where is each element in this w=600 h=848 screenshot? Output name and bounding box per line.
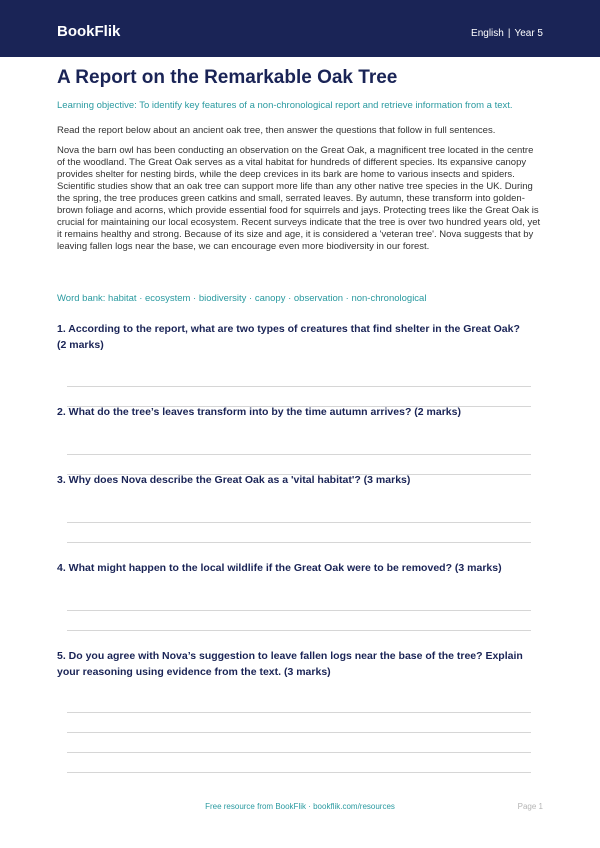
question-4: 4. What might happen to the local wildlife if the Great Oak were to be removed? (3 marks) bbox=[57, 562, 502, 574]
footer-resource-link[interactable]: Free resource from BookFlik · bookflik.com/resources bbox=[205, 802, 395, 811]
page-header bbox=[0, 0, 600, 57]
question-2: 2. What do the tree’s leaves transform into by the time autumn arrives? (2 marks) bbox=[57, 406, 461, 418]
subject-year-label bbox=[471, 27, 543, 40]
answer-line-5d[interactable] bbox=[67, 772, 531, 773]
answer-line-4b[interactable] bbox=[67, 630, 531, 631]
question-5: 5. Do you agree with Nova’s suggestion to leave fallen logs near the base of the tree? Explain your reasoning using evidence from the text. (3 marks) bbox=[57, 650, 523, 678]
answer-line-5b[interactable] bbox=[67, 732, 531, 733]
answer-line-2a[interactable] bbox=[67, 454, 531, 455]
answer-line-3b[interactable] bbox=[67, 542, 531, 543]
year-label: Year 5 bbox=[514, 28, 543, 39]
word-bank: Word bank: habitat · ecosystem · biodiversity · canopy · observation · non-chronological bbox=[57, 293, 427, 304]
answer-line-5c[interactable] bbox=[67, 752, 531, 753]
subject-separator: | bbox=[507, 28, 511, 39]
instructions: Read the report below about an ancient oak tree, then answer the questions that follow in full sentences. bbox=[57, 125, 496, 136]
answer-line-5a[interactable] bbox=[67, 712, 531, 713]
page-number: Page 1 bbox=[517, 802, 543, 811]
brand-logo-text: BookFlik bbox=[57, 23, 121, 40]
question-3: 3. Why does Nova describe the Great Oak as a 'vital habitat'? (3 marks) bbox=[57, 474, 411, 486]
answer-line-1a[interactable] bbox=[67, 386, 531, 387]
report-text: Nova the barn owl has been conducting an observation on the Great Oak, a magnificent tree located in the centre of the woodland. The Great Oak serves as a vital habitat for hundreds of different species. Its expansive canopy provides shelter for nesting birds, while the deep crevices in its bark are home to various insects and spiders. Scientific studies show that an oak tree can support more life than any other native tree species in the UK. During the spring, the tree produces green catkins and small, serrated leaves. By autumn, these transform into golden-brown foliage and acorns, which provide essential food for squirrels and jays. Protecting trees like the Great Oak is crucial for maintaining our local ecosystem. Recent surveys indicate that the tree is over two hundred years old, yet it remains healthy and strong. Because of its size and age, it is considered a 'veteran tree'. Nova suggests that by leaving fallen logs near the base, we can encourage even more biodiversity in our forest. bbox=[57, 145, 541, 252]
subject-label: English bbox=[471, 28, 504, 39]
learning-objective: Learning objective: To identify key features of a non-chronological report and retrieve information from a text. bbox=[57, 100, 513, 111]
answer-line-3a[interactable] bbox=[67, 522, 531, 523]
worksheet-title: A Report on the Remarkable Oak Tree bbox=[57, 67, 398, 88]
answer-line-4a[interactable] bbox=[67, 610, 531, 611]
question-1: 1. According to the report, what are two types of creatures that find shelter in the Great Oak? (2 marks) bbox=[57, 323, 520, 351]
